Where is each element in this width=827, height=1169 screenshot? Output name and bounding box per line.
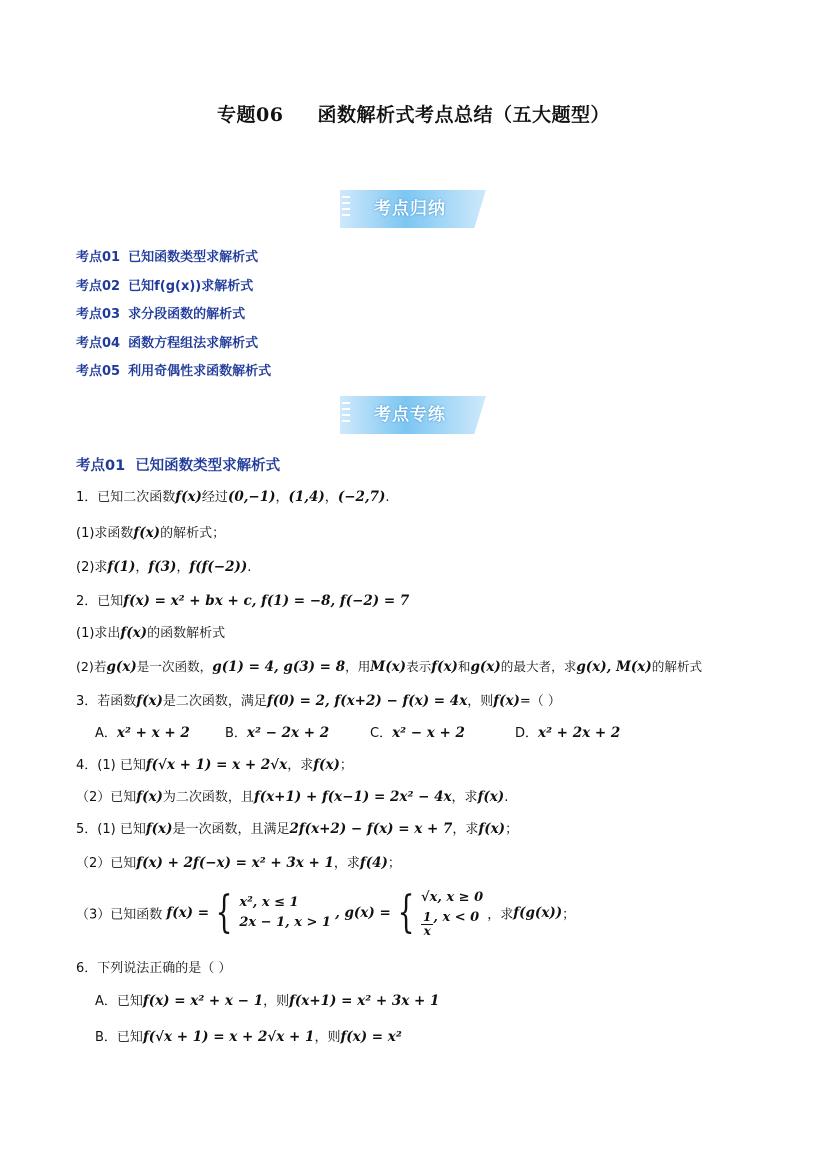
option-a[interactable]: A．x² + x + 2 (95, 725, 190, 741)
question-5-part-3: （3）已知函数 f(x) = { x², x ≤ 1 2x − 1, x > 1 , g(x) = { √x, x ≥ 0 $\frac{1}{x}$ , x < 0 ，求f(g(x))； (76, 887, 576, 938)
practice-banner (340, 396, 486, 434)
summary-banner-label: 考点归纳 (374, 199, 446, 219)
question-1-stem: 1．已知二次函数f(x)经过(0,−1)，(1,4)，(−2,7). (76, 489, 390, 505)
question-2-part-2: (2)若g(x)是一次函数，g(1) = 4, g(3) = 8，用M(x)表示f(x)和g(x)的最大者，求g(x), M(x)的解析式 (76, 659, 703, 675)
practice-banner-label: 考点专练 (374, 405, 446, 425)
question-6-option-a[interactable]: A．已知f(x) = x² + x − 1，则f(x+1) = x² + 3x + 1 (95, 993, 440, 1009)
question-2-part-1: (1)求出f(x)的函数解析式 (76, 625, 226, 641)
section-heading: 考点01 已知函数类型求解析式 (76, 458, 281, 474)
topic-item-04[interactable]: 考点04 函数方程组法求解析式 (76, 335, 259, 351)
question-4-part-1: 4．(1) 已知f(√x + 1) = x + 2√x，求f(x)； (76, 757, 353, 773)
question-6-option-b[interactable]: B．已知f(√x + 1) = x + 2√x + 1，则f(x) = x² (95, 1029, 402, 1045)
topic-item-01[interactable]: 考点01 已知函数类型求解析式 (76, 250, 259, 265)
page-title (0, 100, 827, 127)
option-d[interactable]: D．x² + 2x + 2 (515, 725, 621, 741)
summary-banner (340, 190, 486, 228)
topic-item-02[interactable]: 考点02 已知f(g(x))求解析式 (76, 278, 254, 294)
question-1-part-1: (1)求函数f(x)的解析式； (76, 525, 226, 541)
option-b[interactable]: B．x² − 2x + 2 (225, 725, 330, 741)
question-5-part-1: 5．(1) 已知f(x)是一次函数，且满足2f(x+2) − f(x) = x + 7，求f(x)； (76, 821, 519, 837)
option-c[interactable]: C．x² − x + 2 (370, 725, 465, 741)
topic-item-03[interactable]: 考点03 求分段函数的解析式 (76, 307, 246, 323)
topic-list (76, 244, 271, 387)
title-code: 专题06 (217, 104, 284, 126)
question-5-part-2: （2）已知f(x) + 2f(−x) = x² + 3x + 1，求f(4)； (76, 855, 401, 871)
piecewise-f: x², x ≤ 1 2x − 1, x > 1 (239, 895, 331, 930)
piecewise-g: √x, x ≥ 0 $\frac{1}{x}$ , x < 0 (421, 890, 484, 938)
topic-item-05[interactable]: 考点05 利用奇偶性求函数解析式 (76, 364, 272, 380)
question-1-part-2: (2)求f(1)，f(3)，f(f(−2)). (76, 559, 252, 575)
question-3-options (95, 722, 620, 744)
question-3-stem: 3．若函数f(x)是二次函数，满足f(0) = 2, f(x+2) − f(x) = 4x，则f(x)=（ ） (76, 693, 561, 709)
question-6-stem: 6．下列说法正确的是（ ） (76, 961, 232, 976)
title-text: 函数解析式考点总结（五大题型） (317, 104, 610, 126)
question-4-part-2: （2）已知f(x)为二次函数，且f(x+1) + f(x−1) = 2x² − 4x，求f(x). (76, 789, 509, 805)
question-2-stem: 2．已知f(x) = x² + bx + c, f(1) = −8, f(−2) = 7 (76, 593, 410, 609)
